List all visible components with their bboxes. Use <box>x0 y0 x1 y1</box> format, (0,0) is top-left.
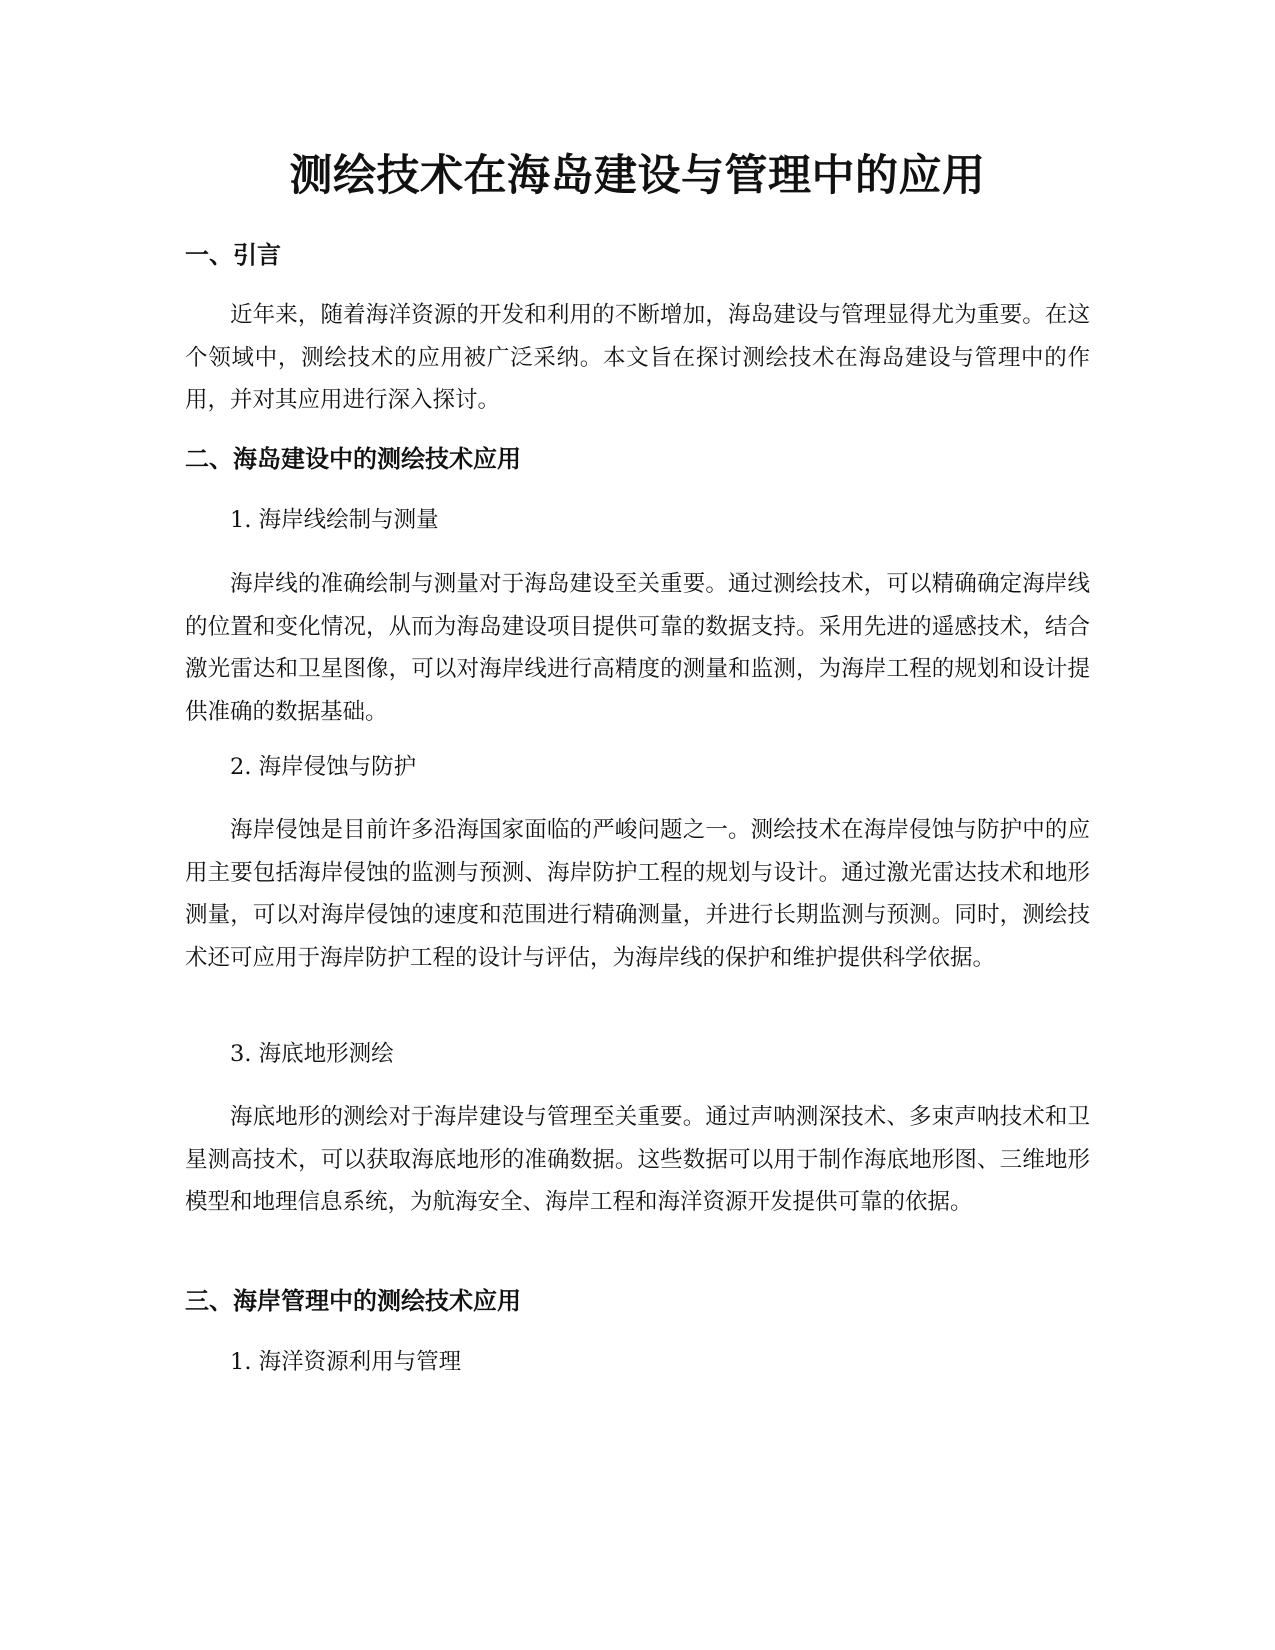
subheading-seabed-topography: 3. 海底地形测绘 <box>230 1041 394 1067</box>
introduction-paragraph: 近年来，随着海洋资源的开发和利用的不断增加，海岛建设与管理显得尤为重要。在这个领域中，测绘技术的应用被广泛采纳。本文旨在探讨测绘技术在海岛建设与管理中的作用，并对其应用进行深入探讨。 <box>185 302 1090 413</box>
subheading-marine-resources: 1. 海洋资源利用与管理 <box>230 1349 462 1375</box>
section-heading-coastal-management: 三、海岸管理中的测绘技术应用 <box>185 1287 521 1315</box>
section-heading-island-construction: 二、海岛建设中的测绘技术应用 <box>185 445 521 473</box>
section-heading-introduction: 一、引言 <box>185 241 281 269</box>
subheading-coastal-erosion: 2. 海岸侵蚀与防护 <box>230 754 417 780</box>
coastline-mapping-paragraph: 海岸线的准确绘制与测量对于海岛建设至关重要。通过测绘技术，可以精确确定海岸线的位置和变化情况，从而为海岛建设项目提供可靠的数据支持。采用先进的遥感技术，结合激光雷达和卫星图像，可以对海岸线进行高精度的测量和监测，为海岸工程的规划和设计提供准确的数据基础。 <box>185 571 1090 725</box>
document-title: 测绘技术在海岛建设与管理中的应用 <box>289 151 986 201</box>
subheading-coastline-mapping: 1. 海岸线绘制与测量 <box>230 507 439 533</box>
seabed-topography-paragraph: 海底地形的测绘对于海岸建设与管理至关重要。通过声呐测深技术、多束声呐技术和卫星测高技术，可以获取海底地形的准确数据。这些数据可以用于制作海底地形图、三维地形模型和地理信息系统，为航海安全、海岸工程和海洋资源开发提供可靠的依据。 <box>185 1104 1090 1215</box>
coastal-erosion-paragraph: 海岸侵蚀是目前许多沿海国家面临的严峻问题之一。测绘技术在海岸侵蚀与防护中的应用主要包括海岸侵蚀的监测与预测、海岸防护工程的规划与设计。通过激光雷达技术和地形测量，可以对海岸侵蚀的速度和范围进行精确测量，并进行长期监测与预测。同时，测绘技术还可应用于海岸防护工程的设计与评估，为海岸线的保护和维护提供科学依据。 <box>185 817 1090 971</box>
